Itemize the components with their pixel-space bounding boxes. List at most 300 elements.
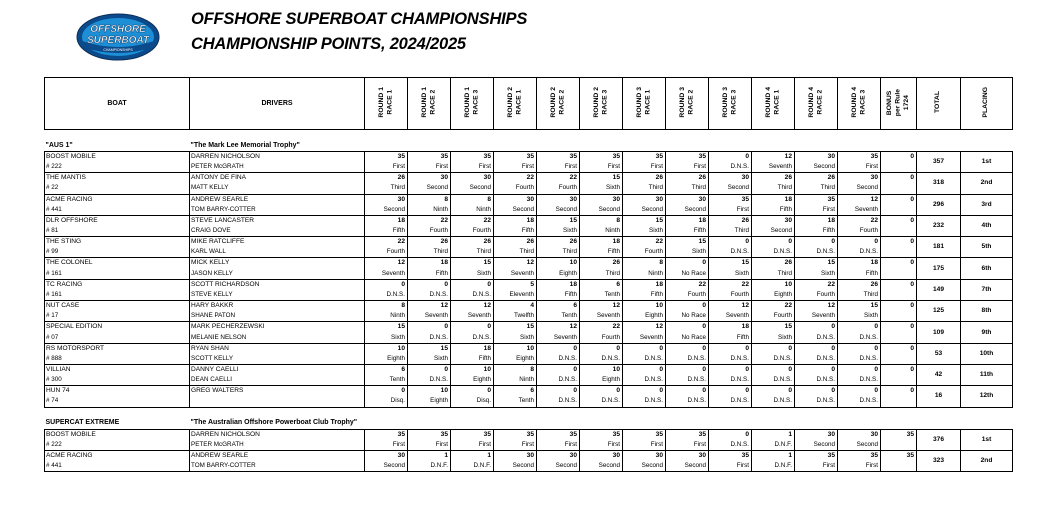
- driver-1: ANDREW SEARLE: [190, 450, 365, 461]
- race-points: 22: [451, 215, 494, 226]
- race-position: Sixth: [408, 354, 451, 365]
- race-position: Fourth: [666, 290, 709, 301]
- race-header-5-line: RACE 2: [558, 90, 565, 115]
- boat-number: # 441: [45, 461, 190, 472]
- race-position: Second: [537, 205, 580, 216]
- race-position: First: [838, 162, 881, 173]
- race-points: 35: [580, 152, 623, 163]
- placing: 12th: [961, 386, 1013, 407]
- race-position: First: [795, 205, 838, 216]
- race-position: No Race: [666, 268, 709, 279]
- race-points: 15: [451, 258, 494, 269]
- race-points: 8: [451, 194, 494, 205]
- page-title: OFFSHORE SUPERBOAT CHAMPIONSHIPS: [191, 10, 528, 28]
- race-header-7: [623, 78, 666, 130]
- boat-name: ACME RACING: [45, 450, 190, 461]
- race-points: 30: [451, 173, 494, 184]
- race-position: D.N.F.: [408, 461, 451, 472]
- race-points: 0: [709, 152, 752, 163]
- race-header-6-line: RACE 3: [601, 90, 608, 115]
- points-table: [44, 77, 1013, 472]
- race-position: First: [494, 162, 537, 173]
- race-points: 0: [365, 386, 408, 397]
- race-header-1: [365, 78, 408, 130]
- race-points: 0: [709, 237, 752, 248]
- total-points: 232: [917, 215, 961, 236]
- logo-text-3: CHAMPIONSHIPS: [103, 48, 133, 52]
- boat-number: # 07: [45, 332, 190, 343]
- race-points: 18: [709, 322, 752, 333]
- placing: 1st: [961, 429, 1013, 450]
- table-row: [45, 258, 1013, 269]
- race-position: Fourth: [580, 332, 623, 343]
- race-position: D.N.S.: [838, 396, 881, 407]
- race-points: 18: [580, 237, 623, 248]
- race-position: Second: [580, 205, 623, 216]
- placing: 2nd: [961, 173, 1013, 194]
- bonus-points: 35: [881, 429, 917, 440]
- race-position: Third: [408, 247, 451, 258]
- race-position: Fourth: [795, 290, 838, 301]
- race-position: Seventh: [580, 311, 623, 322]
- bonus-points: 0: [881, 237, 917, 248]
- race-position: First: [623, 440, 666, 451]
- race-header-2-line: RACE 2: [429, 90, 436, 115]
- race-points: 15: [752, 322, 795, 333]
- table-row: [45, 194, 1013, 205]
- race-position: D.N.S.: [838, 354, 881, 365]
- race-position: First: [838, 461, 881, 472]
- race-position: First: [365, 440, 408, 451]
- race-position: Eighth: [623, 311, 666, 322]
- race-points: 15: [666, 237, 709, 248]
- page-subtitle: CHAMPIONSHIP POINTS, 2024/2025: [191, 35, 466, 53]
- race-position: Eighth: [451, 375, 494, 386]
- bonus-blank: [881, 162, 917, 173]
- race-position: Eighth: [752, 290, 795, 301]
- table-row-sub: [45, 290, 1013, 301]
- race-points: 22: [408, 215, 451, 226]
- placing: 7th: [961, 279, 1013, 300]
- placing: 2nd: [961, 450, 1013, 471]
- race-header-9: [709, 78, 752, 130]
- race-points: 8: [365, 301, 408, 312]
- race-points: 35: [666, 152, 709, 163]
- driver-1: HARY BAKKR: [190, 301, 365, 312]
- race-points: 26: [537, 237, 580, 248]
- table-row-sub: [45, 226, 1013, 237]
- race-position: Fourth: [494, 183, 537, 194]
- race-position: Second: [494, 205, 537, 216]
- race-position: D.N.S.: [838, 332, 881, 343]
- race-header-12-line: ROUND 4: [850, 87, 858, 118]
- race-position: D.N.S.: [580, 396, 623, 407]
- logo-text-1: OFFSHORE: [90, 24, 146, 35]
- race-position: Seventh: [494, 268, 537, 279]
- race-points: 15: [408, 343, 451, 354]
- race-position: Third: [838, 290, 881, 301]
- table-row-sub: [45, 311, 1013, 322]
- race-points: 12: [752, 152, 795, 163]
- race-position: Fourth: [408, 226, 451, 237]
- race-points: 0: [666, 258, 709, 269]
- total-points: 296: [917, 194, 961, 215]
- race-position: D.N.S.: [709, 354, 752, 365]
- placing-header: PLACING: [961, 78, 1013, 130]
- section-heading: [45, 139, 1013, 152]
- race-position: Sixth: [623, 226, 666, 237]
- table-row-sub: [45, 461, 1013, 472]
- race-position: D.N.S.: [709, 375, 752, 386]
- placing: 6th: [961, 258, 1013, 279]
- race-points: 0: [537, 364, 580, 375]
- race-position: Second: [365, 205, 408, 216]
- race-position: Fourth: [537, 183, 580, 194]
- table-row: [45, 322, 1013, 333]
- race-points: 10: [494, 343, 537, 354]
- race-points: 35: [666, 429, 709, 440]
- race-points: 15: [580, 173, 623, 184]
- bonus-header-line: per Rule: [894, 88, 902, 117]
- race-position: D.N.S.: [709, 162, 752, 173]
- driver-1: DARREN NICHOLSON: [190, 152, 365, 163]
- section-trophy: "The Mark Lee Memorial Trophy": [190, 141, 300, 149]
- race-points: 26: [580, 258, 623, 269]
- race-points: 22: [795, 279, 838, 290]
- table-row-sub: [45, 162, 1013, 173]
- bonus-blank: [881, 396, 917, 407]
- race-points: 35: [623, 429, 666, 440]
- race-header-4-line: RACE 1: [515, 90, 522, 115]
- race-points: 35: [838, 450, 881, 461]
- race-points: 30: [580, 194, 623, 205]
- driver-2: PETER McGRATH: [190, 440, 365, 451]
- race-points: 35: [709, 450, 752, 461]
- race-position: Eighth: [365, 354, 408, 365]
- driver-2: STEVE KELLY: [190, 290, 365, 301]
- race-points: 30: [408, 173, 451, 184]
- race-points: 26: [709, 215, 752, 226]
- race-header-3: [451, 78, 494, 130]
- race-position: Fifth: [623, 290, 666, 301]
- race-points: 4: [494, 301, 537, 312]
- placing: 11th: [961, 364, 1013, 385]
- table-row-sub: [45, 440, 1013, 451]
- race-points: 35: [795, 194, 838, 205]
- race-points: 6: [365, 364, 408, 375]
- race-header-1-line: ROUND 1: [377, 87, 385, 118]
- race-header-10: [752, 78, 795, 130]
- race-position: Second: [365, 461, 408, 472]
- section-heading: [45, 417, 1013, 430]
- boat-name: HUN 74: [45, 386, 190, 397]
- race-position: Sixth: [537, 226, 580, 237]
- race-position: Sixth: [709, 268, 752, 279]
- race-position: D.N.S.: [795, 332, 838, 343]
- race-position: Seventh: [709, 311, 752, 322]
- race-points: 1: [451, 450, 494, 461]
- race-position: Sixth: [838, 311, 881, 322]
- race-position: D.N.S.: [623, 375, 666, 386]
- race-points: 0: [709, 386, 752, 397]
- total-points: 376: [917, 429, 961, 450]
- race-position: Eighth: [580, 375, 623, 386]
- race-points: 35: [537, 152, 580, 163]
- race-position: Fourth: [451, 226, 494, 237]
- race-position: Fifth: [666, 226, 709, 237]
- header-row: [45, 78, 1013, 130]
- race-points: 12: [494, 258, 537, 269]
- race-position: Fifth: [408, 268, 451, 279]
- bonus-points: 0: [881, 364, 917, 375]
- race-header-11-line: RACE 2: [816, 90, 823, 115]
- race-position: Tenth: [537, 311, 580, 322]
- race-position: First: [580, 440, 623, 451]
- race-position: D.N.S.: [709, 247, 752, 258]
- table-row: [45, 173, 1013, 184]
- boat-name: TC RACING: [45, 279, 190, 290]
- driver-2: SHANE PATON: [190, 311, 365, 322]
- race-position: D.N.S.: [752, 354, 795, 365]
- driver-1: DANNY CAELLI: [190, 364, 365, 375]
- race-points: 0: [752, 386, 795, 397]
- race-position: Second: [752, 226, 795, 237]
- bonus-blank: [881, 205, 917, 216]
- race-points: 15: [365, 322, 408, 333]
- race-header-7-line: ROUND 3: [635, 87, 643, 118]
- table-row: [45, 279, 1013, 290]
- race-position: Fifth: [451, 354, 494, 365]
- race-points: 26: [451, 237, 494, 248]
- race-header-12: [838, 78, 881, 130]
- boat-name: THE MANTIS: [45, 173, 190, 184]
- table-row: [45, 429, 1013, 440]
- race-position: Seventh: [408, 311, 451, 322]
- race-points: 35: [623, 152, 666, 163]
- bonus-blank: [881, 183, 917, 194]
- race-position: Fifth: [709, 332, 752, 343]
- race-position: D.N.S.: [795, 396, 838, 407]
- race-points: 35: [709, 194, 752, 205]
- table-row-sub: [45, 268, 1013, 279]
- table-row-sub: [45, 205, 1013, 216]
- race-position: Fourth: [838, 226, 881, 237]
- boat-number: # 99: [45, 247, 190, 258]
- race-position: Ninth: [408, 205, 451, 216]
- race-points: 0: [580, 386, 623, 397]
- race-header-4-line: ROUND 2: [506, 87, 514, 118]
- race-position: D.N.S.: [451, 290, 494, 301]
- race-header-5: [537, 78, 580, 130]
- race-position: Ninth: [623, 268, 666, 279]
- race-points: 22: [838, 215, 881, 226]
- points-sheet: [44, 77, 1012, 472]
- driver-1: MICK KELLY: [190, 258, 365, 269]
- race-points: 18: [838, 258, 881, 269]
- race-header-9-line: RACE 3: [730, 90, 737, 115]
- race-points: 12: [580, 301, 623, 312]
- race-points: 30: [623, 194, 666, 205]
- race-position: First: [623, 162, 666, 173]
- race-points: 22: [537, 173, 580, 184]
- race-points: 18: [666, 215, 709, 226]
- race-points: 6: [537, 301, 580, 312]
- race-header-12-line: RACE 3: [859, 90, 866, 115]
- total-points: 16: [917, 386, 961, 407]
- race-position: Tenth: [580, 290, 623, 301]
- race-points: 18: [537, 279, 580, 290]
- boat-name: VILLIAN: [45, 364, 190, 375]
- race-points: 10: [365, 343, 408, 354]
- race-points: 35: [365, 152, 408, 163]
- table-row: [45, 343, 1013, 354]
- race-position: D.N.S.: [838, 247, 881, 258]
- race-points: 22: [494, 173, 537, 184]
- race-position: Third: [666, 183, 709, 194]
- race-points: 0: [838, 364, 881, 375]
- race-position: Third: [451, 247, 494, 258]
- total-points: 125: [917, 301, 961, 322]
- race-header-7-line: RACE 1: [644, 90, 651, 115]
- race-position: D.N.S.: [537, 354, 580, 365]
- race-points: 1: [752, 450, 795, 461]
- race-points: 15: [623, 215, 666, 226]
- boat-name: DLR OFFSHORE: [45, 215, 190, 226]
- boat-name: THE STING: [45, 237, 190, 248]
- table-row: [45, 237, 1013, 248]
- race-points: 0: [408, 364, 451, 375]
- bonus-points: 0: [881, 301, 917, 312]
- race-position: Ninth: [580, 226, 623, 237]
- race-position: Third: [494, 247, 537, 258]
- bonus-blank: [881, 354, 917, 365]
- boat-header: BOAT: [45, 78, 190, 130]
- race-position: D.N.S.: [537, 375, 580, 386]
- race-points: 30: [537, 450, 580, 461]
- race-position: First: [451, 440, 494, 451]
- race-points: 35: [408, 429, 451, 440]
- driver-2: KARL WALL: [190, 247, 365, 258]
- boat-name: BOOST MOBILE: [45, 429, 190, 440]
- race-header-10-line: ROUND 4: [764, 87, 772, 118]
- bonus-points: 0: [881, 152, 917, 163]
- drivers-header: DRIVERS: [190, 78, 365, 130]
- race-position: Second: [795, 440, 838, 451]
- total-points: 318: [917, 173, 961, 194]
- race-points: 0: [838, 343, 881, 354]
- race-position: Disq.: [365, 396, 408, 407]
- race-points: 0: [451, 322, 494, 333]
- race-position: Second: [838, 183, 881, 194]
- race-points: 18: [795, 215, 838, 226]
- boat-number: # 441: [45, 205, 190, 216]
- race-position: Fifth: [752, 205, 795, 216]
- race-points: 8: [623, 258, 666, 269]
- boat-number: # 74: [45, 396, 190, 407]
- race-points: 0: [752, 343, 795, 354]
- total-points: 357: [917, 152, 961, 173]
- race-points: 26: [752, 258, 795, 269]
- boat-name: ACME RACING: [45, 194, 190, 205]
- boat-name: RS MOTORSPORT: [45, 343, 190, 354]
- race-points: 22: [752, 301, 795, 312]
- table-row-sub: [45, 332, 1013, 343]
- race-points: 0: [795, 322, 838, 333]
- race-position: D.N.S.: [752, 247, 795, 258]
- race-points: 30: [709, 173, 752, 184]
- boat-name: NUT CASE: [45, 301, 190, 312]
- race-position: First: [494, 440, 537, 451]
- race-points: 1: [408, 450, 451, 461]
- race-points: 10: [537, 258, 580, 269]
- race-points: 35: [795, 450, 838, 461]
- race-position: Disq.: [451, 396, 494, 407]
- race-points: 0: [623, 386, 666, 397]
- race-points: 26: [838, 279, 881, 290]
- bonus-points: 0: [881, 343, 917, 354]
- race-points: 18: [365, 215, 408, 226]
- race-position: Seventh: [838, 205, 881, 216]
- race-points: 18: [494, 215, 537, 226]
- race-position: D.N.S.: [408, 290, 451, 301]
- race-position: D.N.S.: [666, 375, 709, 386]
- race-points: 30: [494, 450, 537, 461]
- race-points: 35: [838, 152, 881, 163]
- race-points: 30: [795, 152, 838, 163]
- race-points: 0: [709, 364, 752, 375]
- race-points: 15: [795, 258, 838, 269]
- race-points: 0: [537, 343, 580, 354]
- race-header-11-line: ROUND 4: [807, 87, 815, 118]
- race-header-6: [580, 78, 623, 130]
- race-points: 0: [408, 279, 451, 290]
- total-points: 42: [917, 364, 961, 385]
- race-position: Sixth: [494, 332, 537, 343]
- bonus-blank: [881, 247, 917, 258]
- bonus-blank: [881, 461, 917, 472]
- driver-1: RYAN SHAN: [190, 343, 365, 354]
- race-position: First: [537, 440, 580, 451]
- table-row: [45, 215, 1013, 226]
- race-points: 18: [623, 279, 666, 290]
- race-points: 26: [494, 237, 537, 248]
- section-name: SUPERCAT EXTREME: [45, 419, 120, 427]
- race-points: 0: [709, 343, 752, 354]
- race-header-9-line: ROUND 3: [721, 87, 729, 118]
- race-position: Sixth: [365, 332, 408, 343]
- driver-1: GREG WALTERS: [190, 386, 365, 397]
- bonus-blank: [881, 375, 917, 386]
- race-position: Second: [666, 461, 709, 472]
- race-position: D.N.S.: [795, 354, 838, 365]
- bonus-blank: [881, 268, 917, 279]
- race-position: Ninth: [365, 311, 408, 322]
- total-points: 53: [917, 343, 961, 364]
- placing: 4th: [961, 215, 1013, 236]
- bonus-points: 35: [881, 450, 917, 461]
- race-points: 35: [451, 152, 494, 163]
- race-points: 18: [752, 194, 795, 205]
- race-position: Second: [623, 461, 666, 472]
- race-points: 5: [494, 279, 537, 290]
- race-position: Fifth: [795, 226, 838, 237]
- table-row: [45, 152, 1013, 163]
- race-position: Second: [580, 461, 623, 472]
- race-header-10-line: RACE 1: [773, 90, 780, 115]
- race-position: D.N.S.: [666, 354, 709, 365]
- race-position: Fourth: [365, 247, 408, 258]
- race-points: 0: [838, 237, 881, 248]
